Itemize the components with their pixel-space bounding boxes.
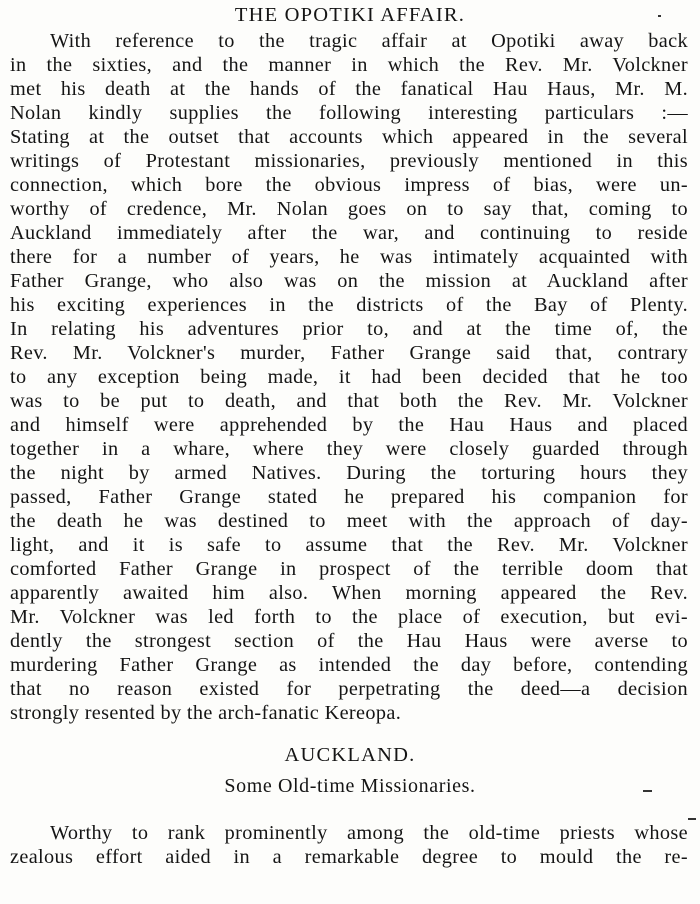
article-text-line: met his death at the hands of the fanatical Hau Haus, Mr. M. bbox=[10, 78, 688, 100]
article-text-line: Mr. Volckner was led forth to the place of execution, but evi- bbox=[10, 606, 688, 628]
article-text-line: apparently awaited him also. When morning appeared the Rev. bbox=[10, 582, 688, 604]
article-text-line: dently the strongest section of the Hau Haus were averse to bbox=[10, 630, 688, 652]
article-text-line: to any exception being made, it had been decided that he too bbox=[10, 366, 688, 388]
print-speck bbox=[688, 818, 696, 820]
print-speck bbox=[658, 15, 661, 17]
article-title: AUCKLAND. bbox=[284, 744, 416, 766]
article-subtitle: Some Old-time Missionaries. bbox=[224, 775, 476, 797]
article-text-line: connection, which bore the obvious impress of bias, were un- bbox=[10, 174, 688, 196]
article-text-line: comforted Father Grange in prospect of the terrible doom that bbox=[10, 558, 688, 580]
article-text-line: Rev. Mr. Volckner's murder, Father Grange said that, contrary bbox=[10, 342, 688, 364]
article-text-line: strongly resented by the arch-fanatic Kereopa. bbox=[10, 702, 402, 724]
article-title: THE OPOTIKI AFFAIR. bbox=[234, 4, 466, 26]
article-text-line: together in a whare, where they were closely guarded through bbox=[10, 438, 688, 460]
article-text-line: light, and it is safe to assume that the Rev. Mr. Volckner bbox=[10, 534, 688, 556]
article-text-line: With reference to the tragic affair at Opotiki away back bbox=[50, 30, 688, 52]
article-text-line: that no reason existed for perpetrating the deed—a decision bbox=[10, 678, 688, 700]
article-text-line: passed, Father Grange stated he prepared his companion for bbox=[10, 486, 688, 508]
article-text-line: in the sixties, and the manner in which the Rev. Mr. Volckner bbox=[10, 54, 688, 76]
article-text-line: zealous effort aided in a remarkable degree to mould the re- bbox=[10, 846, 688, 868]
article-text-line: there for a number of years, he was intimately acquainted with bbox=[10, 246, 688, 268]
article-text-line: Nolan kindly supplies the following interesting particulars :— bbox=[10, 102, 688, 124]
article-text-line: worthy of credence, Mr. Nolan goes on to say that, coming to bbox=[10, 198, 688, 220]
article-text-line: In relating his adventures prior to, and at the time of, the bbox=[10, 318, 688, 340]
article-text-line: writings of Protestant missionaries, previously mentioned in this bbox=[10, 150, 688, 172]
article-text-line: and himself were apprehended by the Hau Haus and placed bbox=[10, 414, 688, 436]
article-text-line: Stating at the outset that accounts which appeared in the several bbox=[10, 126, 688, 148]
article-text-line: Auckland immediately after the war, and continuing to reside bbox=[10, 222, 688, 244]
article-text-line: the death he was destined to meet with the approach of day- bbox=[10, 510, 688, 532]
article-text-line: the night by armed Natives. During the torturing hours they bbox=[10, 462, 688, 484]
article-text-line: his exciting experiences in the districts of the Bay of Plenty. bbox=[10, 294, 688, 316]
article-text-line: murdering Father Grange as intended the day before, contending bbox=[10, 654, 688, 676]
article-text-line: Worthy to rank prominently among the old-time priests whose bbox=[50, 822, 688, 844]
article-text-line: Father Grange, who also was on the mission at Auckland after bbox=[10, 270, 688, 292]
print-speck bbox=[643, 790, 652, 792]
article-text-line: was to be put to death, and that both the Rev. Mr. Volckner bbox=[10, 390, 688, 412]
